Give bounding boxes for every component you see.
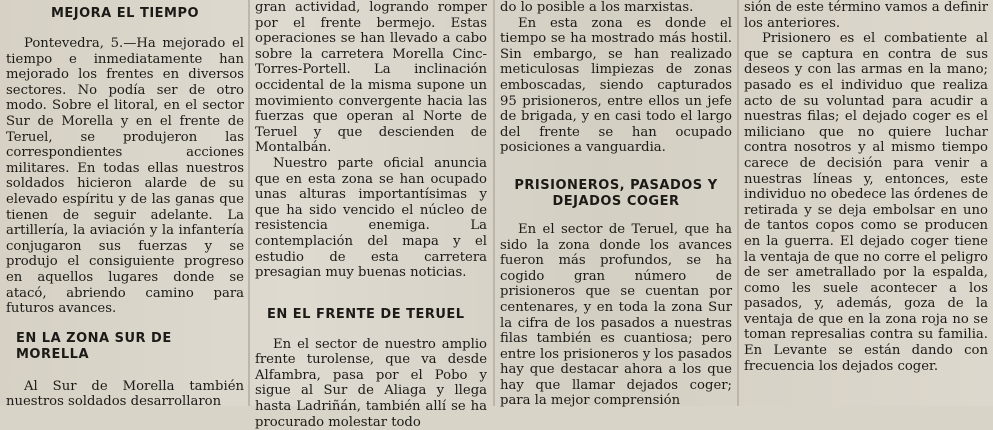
column-1-paragraph-2: Al Sur de Morella también nuestros soldados desarrollaron bbox=[6, 378, 244, 410]
column-2-paragraph-3: En el sector de nuestro amplio frente turolense, que va desde Alfambra, pasa por el Pobo y sigue al Sur de Aliaga y llega hasta Ladriñán, también allí se ha procurado molestar todo bbox=[255, 336, 487, 430]
headline-mejora-el-tiempo: MEJORA EL TIEMPO bbox=[50, 6, 200, 21]
column-1-paragraph-1: Pontevedra, 5.—Ha mejorado el tiempo e inmediatamente han mejorado los frentes en diversos sectores. No podía ser de otro modo. Sobre el litoral, en el sector Sur de Morella y en el frente de Teruel, se produjeron las correspondientes acciones militares. En todas ellas nuestros soldados hicieron alarde de su elevado espíritu y de las ganas que tienen de seguir adelante. La artillería, la aviación y la infantería conjugaron sus fuerzas y se produjo el consiguiente progreso en aquellos lugares donde se atacó, abriendo camino para futuros avances. bbox=[6, 36, 244, 317]
column-4-paragraph-1: sión de este término vamos a definir los anteriores. bbox=[744, 0, 988, 31]
column-2-paragraph-2: Nuestro parte oficial anuncia que en esta zona se han ocupado unas alturas importantísimas y que ha sido vencido el núcleo de resistencia enemiga. La contemplación del mapa y el estudio de esta carretera presagian muy buenas noticias. bbox=[255, 155, 487, 281]
column-divider-2 bbox=[493, 0, 495, 406]
headline-frente-de-teruel: EN EL FRENTE DE TERUEL bbox=[267, 306, 465, 322]
column-2 bbox=[255, 0, 487, 430]
column-4-paragraph-2: Prisionero es el combatiente al que se captura en contra de sus deseos y con las armas en la mano; pasado es el individuo que realiza acto de su voluntad para acudir a nuestras filas; el dejado coger es el miliciano que no quiere luchar contra nosotros y al mismo tiempo carece de decisión para venir a nuestras líneas y, entonces, este individuo no obedece las órdenes de retirada y se deja embolsar en uno de tantos copos como se producen en la guerra. El dejado coger tiene la ventaja de que no corre el peligro de ser ametrallado por la espalda, como les suele acontecer a los pasados, y, además, goza de la ventaja de que en la zona roja no se toman represalias contra su familia. En Levante se están dando con frecuencia los dejados coger. bbox=[744, 31, 988, 374]
headline-zona-sur-morella: EN LA ZONA SUR DE MORELLA bbox=[16, 330, 172, 362]
column-3-paragraph-2: En esta zona es donde el tiempo se ha mostrado más hostil. Sin embargo, se han realizado meticulosas limpiezas de zonas emboscadas, siendo capturados 95 prisioneros, entre ellos un jefe de brigada, y en casi todo el largo del frente se han ocupado posiciones a vanguardia. bbox=[500, 15, 732, 156]
column-divider-3 bbox=[737, 0, 739, 406]
headline-prisioneros-pasados: PRISIONEROS, PASADOS Y DEJADOS COGER bbox=[514, 177, 718, 209]
column-divider-1 bbox=[248, 0, 250, 406]
column-3-paragraph-1: do lo posible a los marxistas. bbox=[500, 0, 694, 15]
column-1 bbox=[6, 0, 244, 410]
column-2-paragraph-1: gran actividad, logrando romper por el frente bermejo. Estas operaciones se han llevado a cabo sobre la carretera Morella Cinc-Torres-Portell. La inclinación occidental de la misma supone un movimiento convergente hacia las fuerzas que operan al Norte de Teruel y que descienden de Montalbán. bbox=[255, 0, 487, 156]
column-3 bbox=[500, 0, 732, 409]
column-4 bbox=[744, 0, 988, 406]
column-3-paragraph-3: En el sector de Teruel, que ha sido la zona donde los avances fueron más profundos, se ha cogido gran número de prisioneros que se cuentan por centenares, y en toda la zona Sur la cifra de los pasados a nuestras filas también es cuantiosa; pero entre los prisioneros y los pasados hay que destacar ahora a los que hay que llamar dejados coger; para la mejor comprensión bbox=[500, 221, 732, 409]
